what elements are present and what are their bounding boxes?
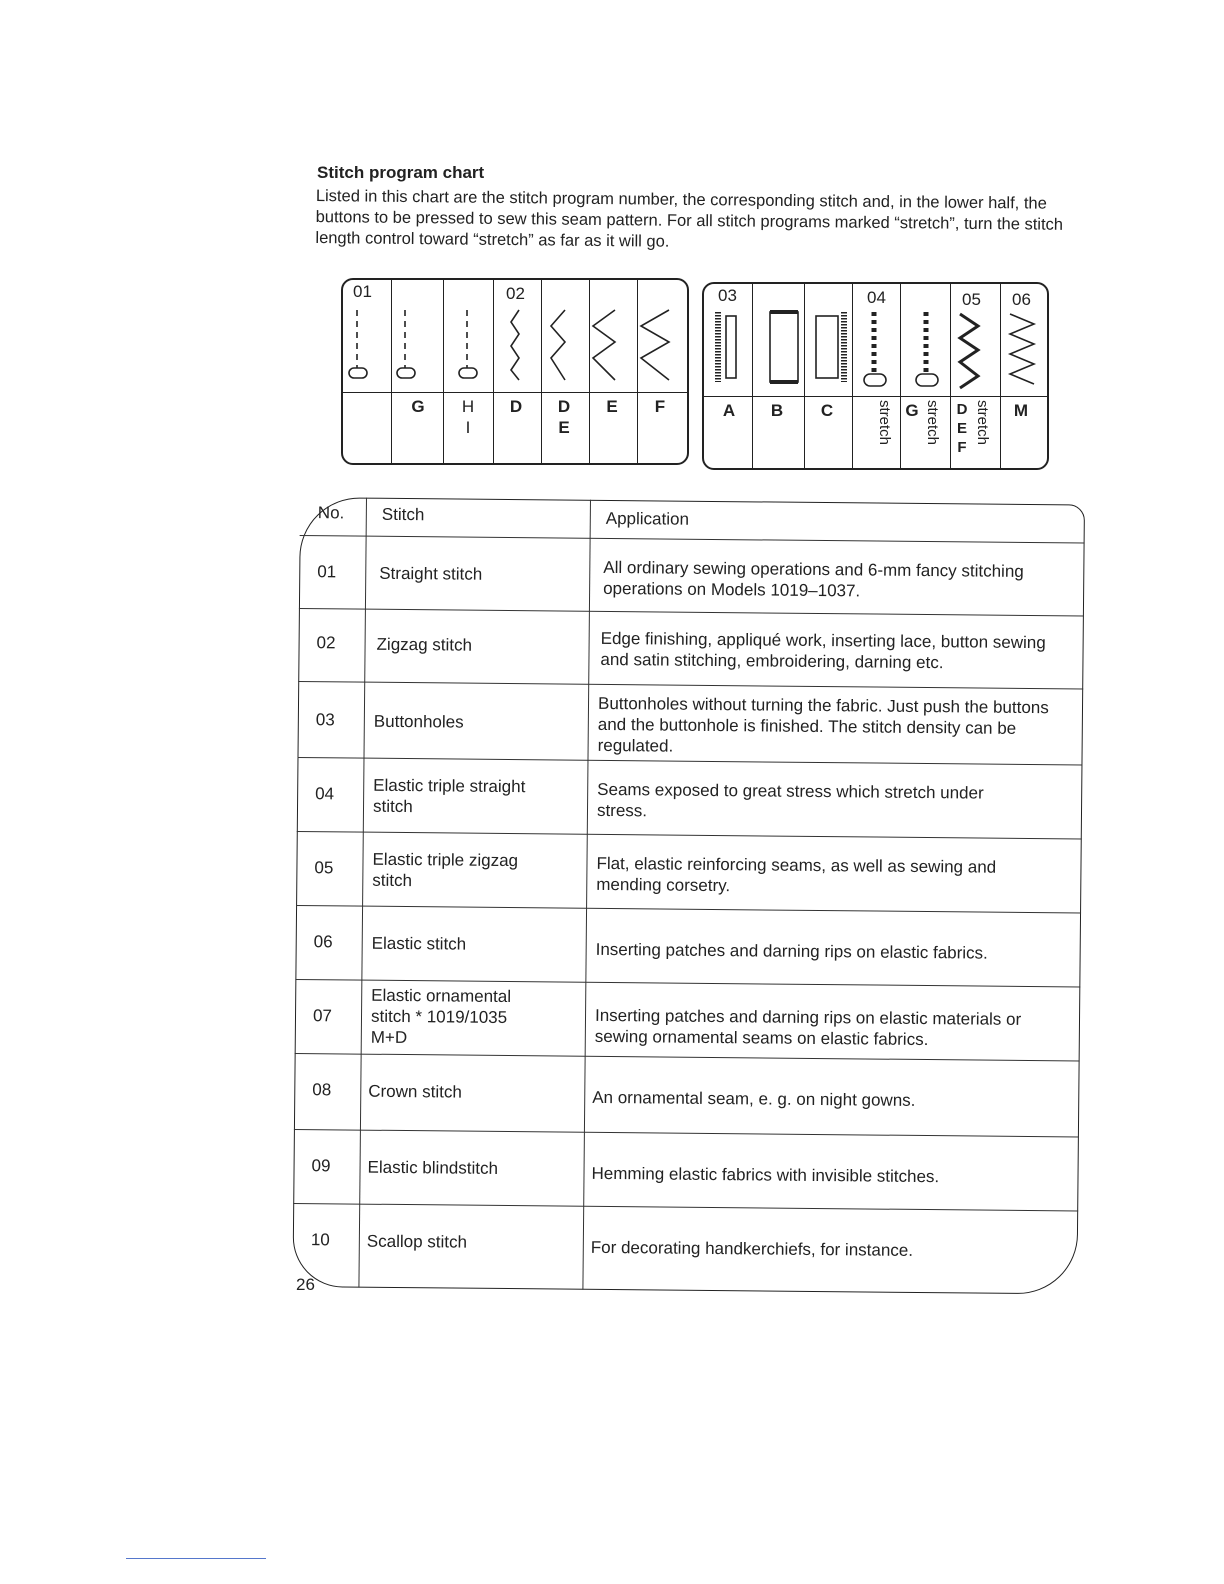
table-row — [295, 979, 1081, 1062]
program-number-05: 05 — [962, 290, 981, 309]
row-application: Edge finishing, appliqué work, inserting lace, button sewing and satin stitching, embroidering, darning etc. — [600, 628, 1046, 673]
row-no: 02 — [316, 633, 336, 653]
page-number: 26 — [296, 1275, 315, 1294]
chart-divider — [443, 280, 444, 463]
program-number-02: 02 — [506, 284, 525, 303]
header-application: Application — [605, 508, 690, 529]
chart-divider — [589, 280, 590, 463]
table-row — [293, 1129, 1079, 1212]
row-no: 04 — [315, 784, 335, 804]
row-stitch: Straight stitch — [379, 563, 483, 584]
row-stitch: Elastic triple zigzag stitch — [372, 849, 519, 891]
row-no: 09 — [311, 1156, 331, 1176]
button-label-def: D E F — [956, 401, 968, 456]
table-row — [297, 681, 1083, 766]
button-label-m: M — [1013, 401, 1029, 420]
row-stitch: Crown stitch — [368, 1081, 462, 1102]
stretch-label: stretch — [876, 400, 893, 446]
row-stitch: Elastic stitch — [371, 933, 467, 954]
stitch-pattern-row — [704, 284, 1047, 397]
footer-rule — [126, 1558, 266, 1559]
button-label-c: C — [820, 401, 834, 420]
row-application: Inserting patches and darning rips on elastic fabrics. — [595, 939, 988, 963]
chart-divider — [493, 280, 494, 463]
row-no: 03 — [315, 710, 335, 730]
row-application: Flat, elastic reinforcing seams, as well as sewing and mending corsetry. — [596, 853, 997, 896]
row-no: 01 — [317, 562, 337, 582]
row-no: 06 — [313, 932, 333, 952]
header-stitch: Stitch — [381, 504, 425, 525]
chart-divider — [1000, 284, 1001, 468]
chart-divider — [391, 280, 392, 463]
program-number-06: 06 — [1012, 290, 1031, 309]
row-application: For decorating handkerchiefs, for instance. — [590, 1237, 914, 1260]
chart-divider — [752, 284, 753, 468]
intro-paragraph: Listed in this chart are the stitch program number, the corresponding stitch and, in the lower half, the buttons to be pressed to sew this seam pattern. For all stitch programs marked “stretch”, turn the stitch length control toward “stretch” as far as it will go. — [315, 186, 1064, 251]
stitch-pattern-row — [343, 280, 687, 393]
table-row — [299, 535, 1085, 617]
row-stitch: Elastic triple straight stitch — [372, 775, 526, 817]
button-label-b: B — [770, 401, 784, 420]
button-label-g: G — [905, 401, 919, 420]
row-application: Seams exposed to great stress which stretch under stress. — [596, 779, 984, 821]
row-stitch: Scallop stitch — [366, 1231, 468, 1252]
row-application: Buttonholes without turning the fabric. Just push the buttons and the buttonhole is finished. The stitch density can be regulated. — [597, 693, 1049, 756]
chart-divider — [804, 284, 805, 468]
row-application: All ordinary sewing operations and 6-mm fancy stitching operations on Models 1019–1037. — [603, 557, 1024, 601]
stretch-label: stretch — [974, 400, 991, 446]
chart-divider — [541, 280, 542, 463]
row-application: Hemming elastic fabrics with invisible stitches. — [591, 1163, 940, 1187]
button-label-d: D — [509, 397, 523, 416]
table-row — [297, 757, 1083, 840]
row-no: 10 — [310, 1230, 330, 1250]
chart-divider — [900, 284, 901, 468]
button-label-a: A — [722, 401, 736, 420]
chart-divider — [950, 284, 951, 468]
button-label-g: G — [411, 397, 425, 416]
program-number-04: 04 — [867, 288, 886, 307]
row-application: An ornamental seam, e. g. on night gowns. — [592, 1087, 916, 1110]
program-number-03: 03 — [718, 286, 737, 305]
chart-divider — [637, 280, 638, 463]
stitch-chart-right — [702, 282, 1049, 470]
program-number-01: 01 — [353, 282, 372, 301]
row-stitch: Elastic ornamental stitch * 1019/1035 M+D — [370, 985, 512, 1048]
row-application: Inserting patches and darning rips on elastic materials or sewing ornamental seams on elastic fabrics. — [594, 1005, 1022, 1050]
row-no: 07 — [312, 1006, 333, 1026]
button-label-hi: H I — [461, 397, 475, 437]
chart-divider — [852, 284, 853, 468]
row-stitch: Buttonholes — [373, 711, 464, 732]
stitch-chart-left — [341, 278, 689, 465]
table-row — [292, 1203, 1078, 1296]
page-heading: Stitch program chart — [317, 163, 485, 182]
row-stitch: Elastic blindstitch — [367, 1157, 499, 1178]
row-no: 05 — [314, 858, 334, 878]
row-stitch: Zigzag stitch — [376, 634, 473, 655]
stretch-label: stretch — [924, 400, 941, 446]
stitch-table — [292, 497, 1085, 1294]
button-label-e: E — [606, 397, 618, 416]
table-row — [296, 831, 1082, 914]
button-label-f: F — [654, 397, 666, 416]
table-row — [298, 608, 1084, 690]
button-label-de: D E — [557, 397, 571, 437]
row-no: 08 — [312, 1080, 332, 1100]
table-row — [295, 905, 1081, 988]
header-no: No. — [317, 503, 345, 523]
table-row — [294, 1053, 1080, 1138]
